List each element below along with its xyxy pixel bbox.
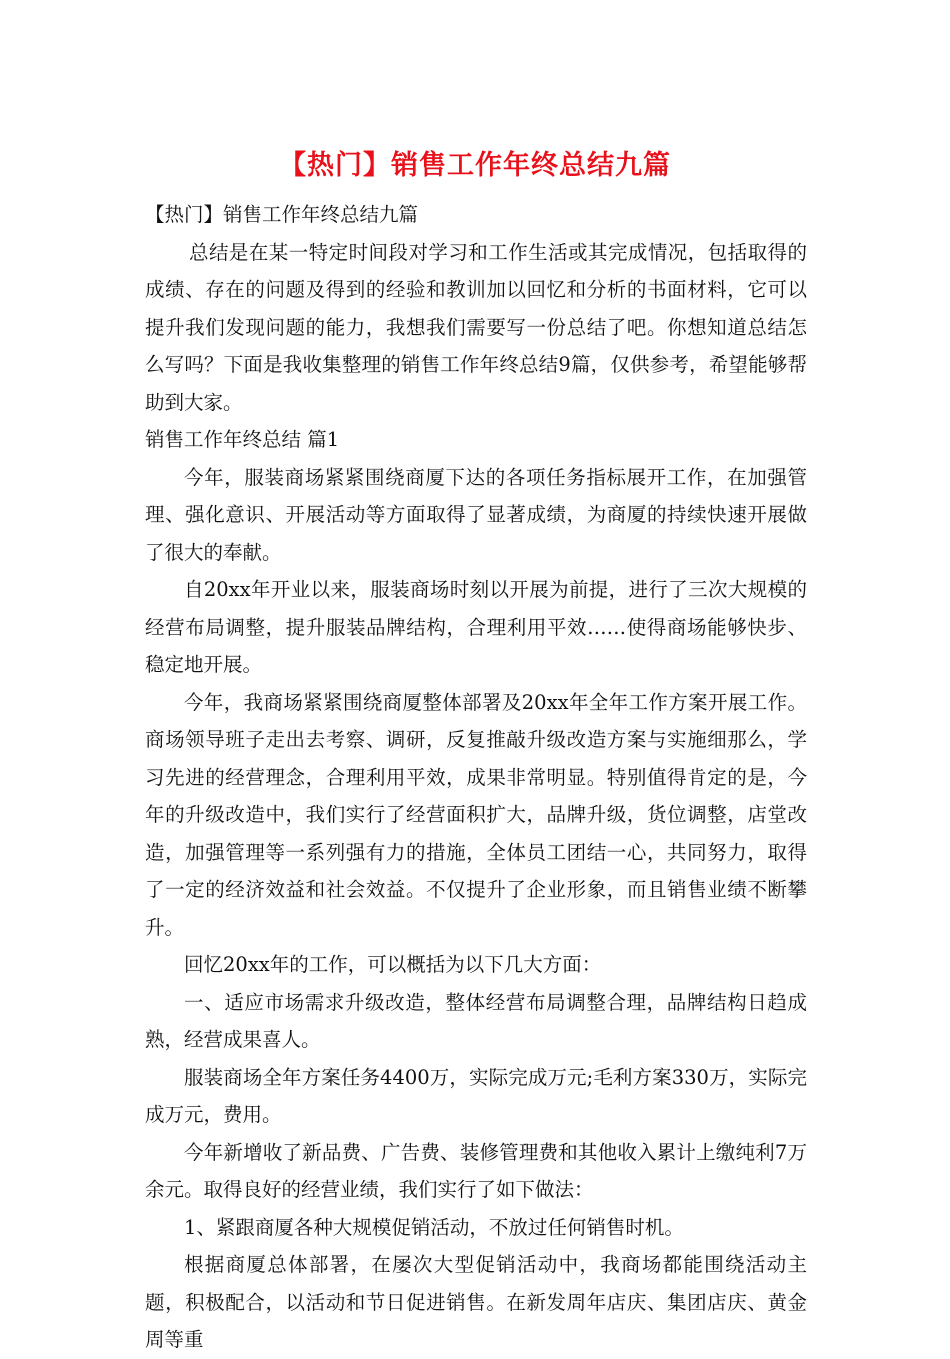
paragraph: 回忆20xx年的工作，可以概括为以下几大方面： (184, 953, 602, 976)
paragraph: 1、紧跟商厦各种大规模促销活动，不放过任何销售时机。 (184, 1215, 684, 1239)
document-subtitle: 【热门】销售工作年终总结九篇 (145, 203, 419, 226)
paragraph: 根据商厦总体部署，在屡次大型促销活动中，我商场都能围绕活动主题，积极配合，以活动和节日促进销售。在新发周年店庆、集团店庆、黄金周等重 (145, 1253, 807, 1351)
paragraph: 一、适应市场需求升级改造，整体经营布局调整合理，品牌结构日趋成熟，经营成果喜人。 (145, 990, 807, 1051)
paragraph: 自20xx年开业以来，服装商场时刻以开展为前提，进行了三次大规模的经营布局调整，提升服装品牌结构，合理利用平效……使得商场能够快步、稳定地开展。 (145, 578, 807, 676)
document-body (145, 196, 807, 1359)
paragraph: 今年，我商场紧紧围绕商厦整体部署及20xx年全年工作方案开展工作。商场领导班子走出去考察、调研，反复推敲升级改造方案与实施细那么，学习先进的经营理念，合理利用平效，成果非常明显。特别值得肯定的是，今年的升级改造中，我们实行了经营面积扩大，品牌升级，货位调整，店堂改造，加强管理等一系列强有力的措施，全体员工团结一心，共同努力，取得了一定的经济效益和社会效益。不仅提升了企业形象，而且销售业绩不断攀升。 (145, 690, 807, 939)
document-title: 【热门】销售工作年终总结九篇 (279, 150, 671, 181)
paragraph-intro: 总结是在某一特定时间段对学习和工作生活或其完成情况，包括取得的成绩、存在的问题及得到的经验和教训加以回忆和分析的书面材料，它可以提升我们发现问题的能力，我想我们需要写一份总结了吧。你想知道总结怎么写吗？下面是我收集整理的销售工作年终总结9篇，仅供参考，希望能够帮助到大家。 (145, 240, 807, 414)
paragraph: 服装商场全年方案任务4400万，实际完成万元;毛利方案330万，实际完成万元，费用。 (145, 1065, 807, 1126)
section-heading: 销售工作年终总结 篇1 (145, 428, 340, 451)
paragraph: 今年新增收了新品费、广告费、装修管理费和其他收入累计上缴纯利7万余元。取得良好的经营业绩，我们实行了如下做法： (145, 1140, 807, 1201)
paragraph: 今年，服装商场紧紧围绕商厦下达的各项任务指标展开工作，在加强管理、强化意识、开展活动等方面取得了显著成绩，为商厦的持续快速开展做了很大的奉献。 (145, 465, 807, 564)
